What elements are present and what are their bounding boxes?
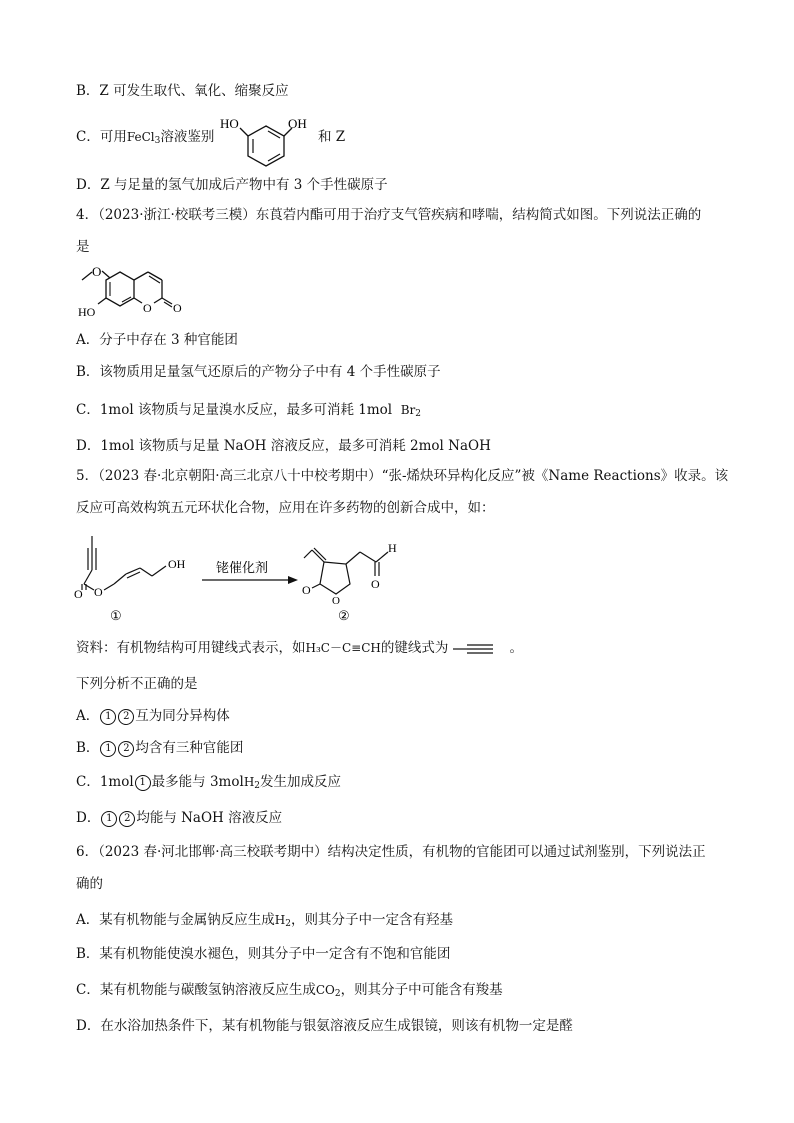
q4-br: Br xyxy=(400,403,416,417)
scopoletin-structure xyxy=(76,258,216,320)
q5-h2-sub: 2 xyxy=(254,781,261,791)
compound-2-marker: 2 xyxy=(119,811,135,827)
q5-option-d-letter: D． xyxy=(76,810,101,826)
compound-1-marker: 1 xyxy=(100,709,116,725)
q6-h2-sub: 2 xyxy=(285,919,291,929)
q4-stem-line2: 是 xyxy=(76,239,90,255)
compound-1-marker: 1 xyxy=(101,811,117,827)
hydroxyl-label: HO xyxy=(78,305,96,319)
q5-note-prefix: 资料：有机物结构可用键线式表示，如 xyxy=(76,640,306,656)
q3-option-c-end: 和 Z xyxy=(318,129,346,145)
q6-stem-line1: 6．（2023 春·河北邯郸·高三校联考期中）结构决定性质，有机物的官能团可以通过试剂鉴别，下列说法正 xyxy=(76,844,706,860)
q5-option-a xyxy=(76,706,230,726)
q5-option-b-text: 均含有三种官能团 xyxy=(135,740,244,756)
reactant-ester-o: O xyxy=(94,585,103,599)
q4-option-b: B．该物质用足量氢气还原后的产物分子中有 4 个手性碳原子 xyxy=(76,364,441,380)
q5-option-c-mid: 最多能与 3mol xyxy=(151,774,244,790)
q5-option-c xyxy=(76,772,341,796)
ring-oxygen: O xyxy=(143,301,152,315)
compound-1-label: ① xyxy=(110,608,122,623)
q5-note-mid: 的键线式为 xyxy=(380,640,449,656)
q6-stem-line2: 确的 xyxy=(76,876,103,892)
product-carbonyl-o: O xyxy=(302,583,311,597)
q3-option-c-mid: 溶液鉴别 xyxy=(160,129,215,145)
product-ring-o: O xyxy=(332,595,340,607)
q6-co2: CO xyxy=(315,983,335,997)
q3-option-c xyxy=(76,127,214,151)
carbonyl-oxygen: O xyxy=(173,301,182,315)
q4-option-c xyxy=(76,400,421,424)
q5-option-c-end: 发生加成反应 xyxy=(260,774,342,790)
q4-option-c-text: C．1mol 该物质与足量溴水反应，最多可消耗 1mol xyxy=(76,402,393,418)
reaction-scheme xyxy=(70,528,430,624)
compound-2-marker: 2 xyxy=(118,741,134,757)
q5-option-d-text: 均能与 NaOH 溶液反应 xyxy=(136,810,283,826)
q6-option-a-text: A．某有机物能与金属钠反应生成 xyxy=(76,912,275,928)
product-aldehyde-o: O xyxy=(371,577,380,591)
q3-option-d: D．Z 与足量的氢气加成后产物中有 3 个手性碳原子 xyxy=(76,177,388,193)
q5-option-a-text: 互为同分异构体 xyxy=(135,708,230,724)
q6-option-d: D．在水浴加热条件下，某有机物能与银氨溶液反应生成银镜，则该有机物一定是醛 xyxy=(76,1018,573,1034)
compound-1-marker: 1 xyxy=(135,775,151,791)
q6-co2-sub: 2 xyxy=(334,989,341,999)
q6-option-c xyxy=(76,980,503,1004)
methoxy-o: O xyxy=(92,264,102,279)
resorcinol-oh-right: OH xyxy=(288,116,307,131)
q5-stem-line1: 5．（2023 春·北京朝阳·高三北京八十中校考期中）“张-烯炔环异构化反应”被《Name Reactions》收录。该 xyxy=(76,468,729,484)
q5-stem-line2: 反应可高效构筑五元环状化合物，应用在许多药物的创新合成中，如： xyxy=(76,500,495,516)
q6-option-a xyxy=(76,910,453,934)
reactant-carbonyl-o: O xyxy=(74,587,83,601)
q5-h2: H xyxy=(243,775,255,789)
reactant-oh: OH xyxy=(168,557,186,571)
compound-2-marker: 2 xyxy=(118,709,134,725)
q5-note-end: 。 xyxy=(509,640,524,656)
resorcinol-structure xyxy=(218,112,318,174)
q3-reagent-sub: 3 xyxy=(154,136,161,146)
q4-br-sub: 2 xyxy=(415,409,421,419)
q3-option-c-prefix: C．可用 xyxy=(76,129,127,145)
q6-h2: H xyxy=(274,913,286,927)
resorcinol-oh-left: HO xyxy=(220,116,239,131)
q5-note xyxy=(76,638,523,658)
product-aldehyde-h: H xyxy=(388,541,397,555)
q6-option-b: B．某有机物能使溴水褪色，则其分子中一定含有不饱和官能团 xyxy=(76,946,451,962)
q5-note-formula: H₃C－C≡CH xyxy=(305,641,381,655)
q6-option-c-text: C．某有机物能与碳酸氢钠溶液反应生成 xyxy=(76,982,316,998)
q6-option-c-end: ，则其分子中可能含有羧基 xyxy=(340,982,503,998)
q4-option-a: A．分子中存在 3 种官能团 xyxy=(76,332,238,348)
compound-1-marker: 1 xyxy=(100,741,116,757)
q5-option-d xyxy=(76,808,282,828)
q4-stem-line1: 4．（2023·浙江·校联考三模）东莨菪内酯可用于治疗支气管疾病和哮喘，结构简式如图。下列说法正确的 xyxy=(76,207,702,223)
q5-option-a-letter: A． xyxy=(76,708,100,724)
q5-option-b-letter: B． xyxy=(76,740,100,756)
q3-option-b: B．Z 可发生取代、氧化、缩聚反应 xyxy=(76,83,289,99)
catalyst-label: 铑催化剂 xyxy=(216,560,269,575)
compound-2-label: ② xyxy=(338,608,350,623)
q3-reagent: FeCl xyxy=(126,130,155,144)
q5-question: 下列分析不正确的是 xyxy=(76,676,198,692)
q5-option-b xyxy=(76,738,243,758)
propyne-skeletal-icon xyxy=(453,643,497,655)
q4-option-d: D．1mol 该物质与足量 NaOH 溶液反应，最多可消耗 2mol NaOH xyxy=(76,438,491,454)
q6-option-a-end: ，则其分子中一定含有羟基 xyxy=(290,912,453,928)
q5-option-c-prefix: C．1mol xyxy=(76,774,134,790)
